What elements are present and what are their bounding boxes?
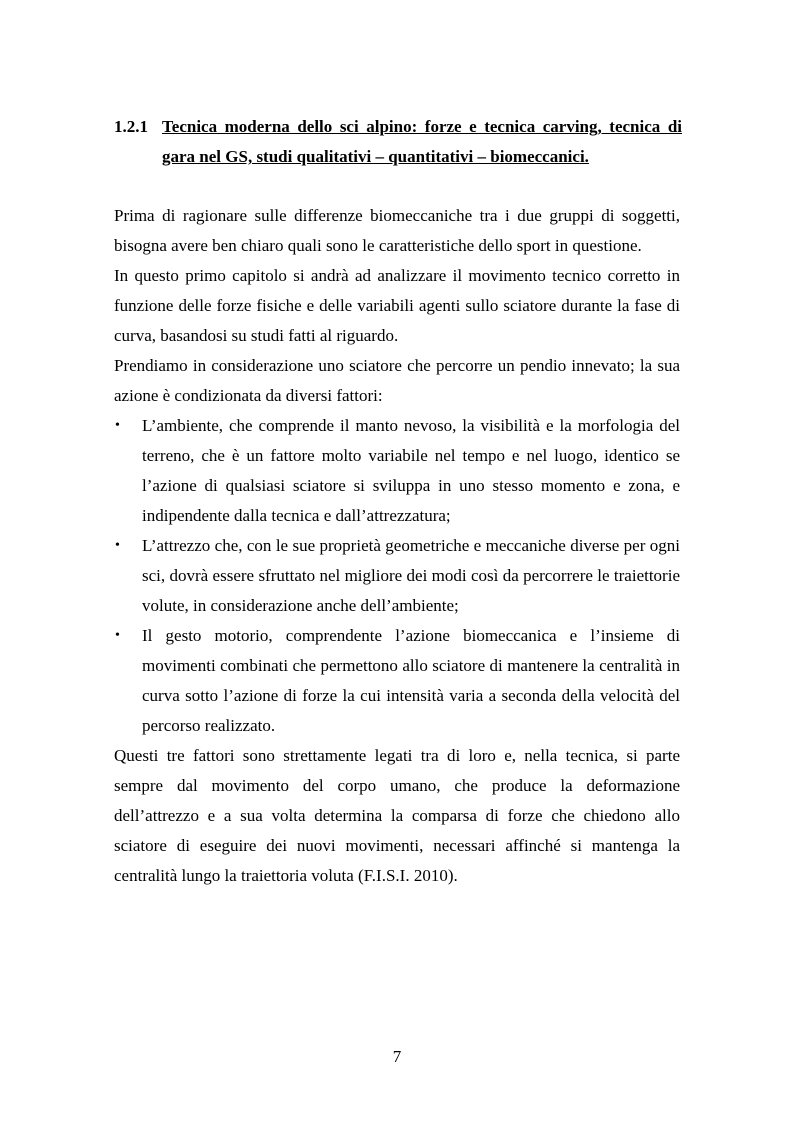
paragraph-conclusion: Questi tre fattori sono strettamente legati tra di loro e, nella tecnica, si parte sempre dal movimento del corpo umano, che produce la deformazione dell’attrezzo e a sua volta determina la comparsa di forze che chiedono allo sciatore di eseguire dei nuovi movimenti, necessari affinché si mantenga la centralità lungo la traiettoria voluta (F.I.S.I. 2010). [114, 746, 680, 885]
list-item [114, 411, 680, 531]
list-item [114, 621, 680, 741]
paragraph-chapter-scope: In questo primo capitolo si andrà ad analizzare il movimento tecnico corretto in funzione delle forze fisiche e delle variabili agenti sullo sciatore durante la fase di curva, basandosi su studi fatti al riguardo. [114, 266, 680, 345]
list-item [114, 531, 680, 621]
body-text [114, 201, 680, 891]
list-item-text: L’attrezzo che, con le sue proprietà geometriche e meccaniche diverse per ogni sci, dovrà essere sfruttato nel migliore dei modi così da percorrere le traiettorie volute, in considerazione anche dell’ambiente; [142, 536, 680, 615]
page-number: 7 [392, 1047, 402, 1066]
bullet-icon: • [115, 628, 120, 643]
section-number: 1.2.1 [114, 117, 148, 136]
paragraph-intro: Prima di ragionare sulle differenze biomeccaniche tra i due gruppi di soggetti, bisogna avere ben chiaro quali sono le caratteristiche dello sport in questione. [114, 206, 680, 255]
section-title: Tecnica moderna dello sci alpino: forze e tecnica carving, tecnica di gara nel GS, studi qualitativi – quantitativi – biomeccanici. [162, 117, 682, 166]
factors-list [114, 411, 680, 741]
list-item-text: L’ambiente, che comprende il manto nevoso, la visibilità e la morfologia del terreno, che è un fattore molto variabile nel tempo e nel luogo, identico se l’azione di qualsiasi sciatore si sviluppa in uno stesso momento e zona, e indipendente dalla tecnica e dall’attrezzatura; [142, 416, 680, 525]
bullet-icon: • [115, 418, 120, 433]
list-item-text: Il gesto motorio, comprendente l’azione biomeccanica e l’insieme di movimenti combinati che permettono allo sciatore di mantenere la centralità in curva sotto l’azione di forze la cui intensità varia a seconda della velocità del percorso realizzato. [142, 626, 680, 735]
bullet-icon: • [115, 538, 120, 553]
paragraph-factors-intro: Prendiamo in considerazione uno sciatore che percorre un pendio innevato; la sua azione è condizionata da diversi fattori: [114, 356, 680, 405]
section-heading [114, 112, 682, 172]
